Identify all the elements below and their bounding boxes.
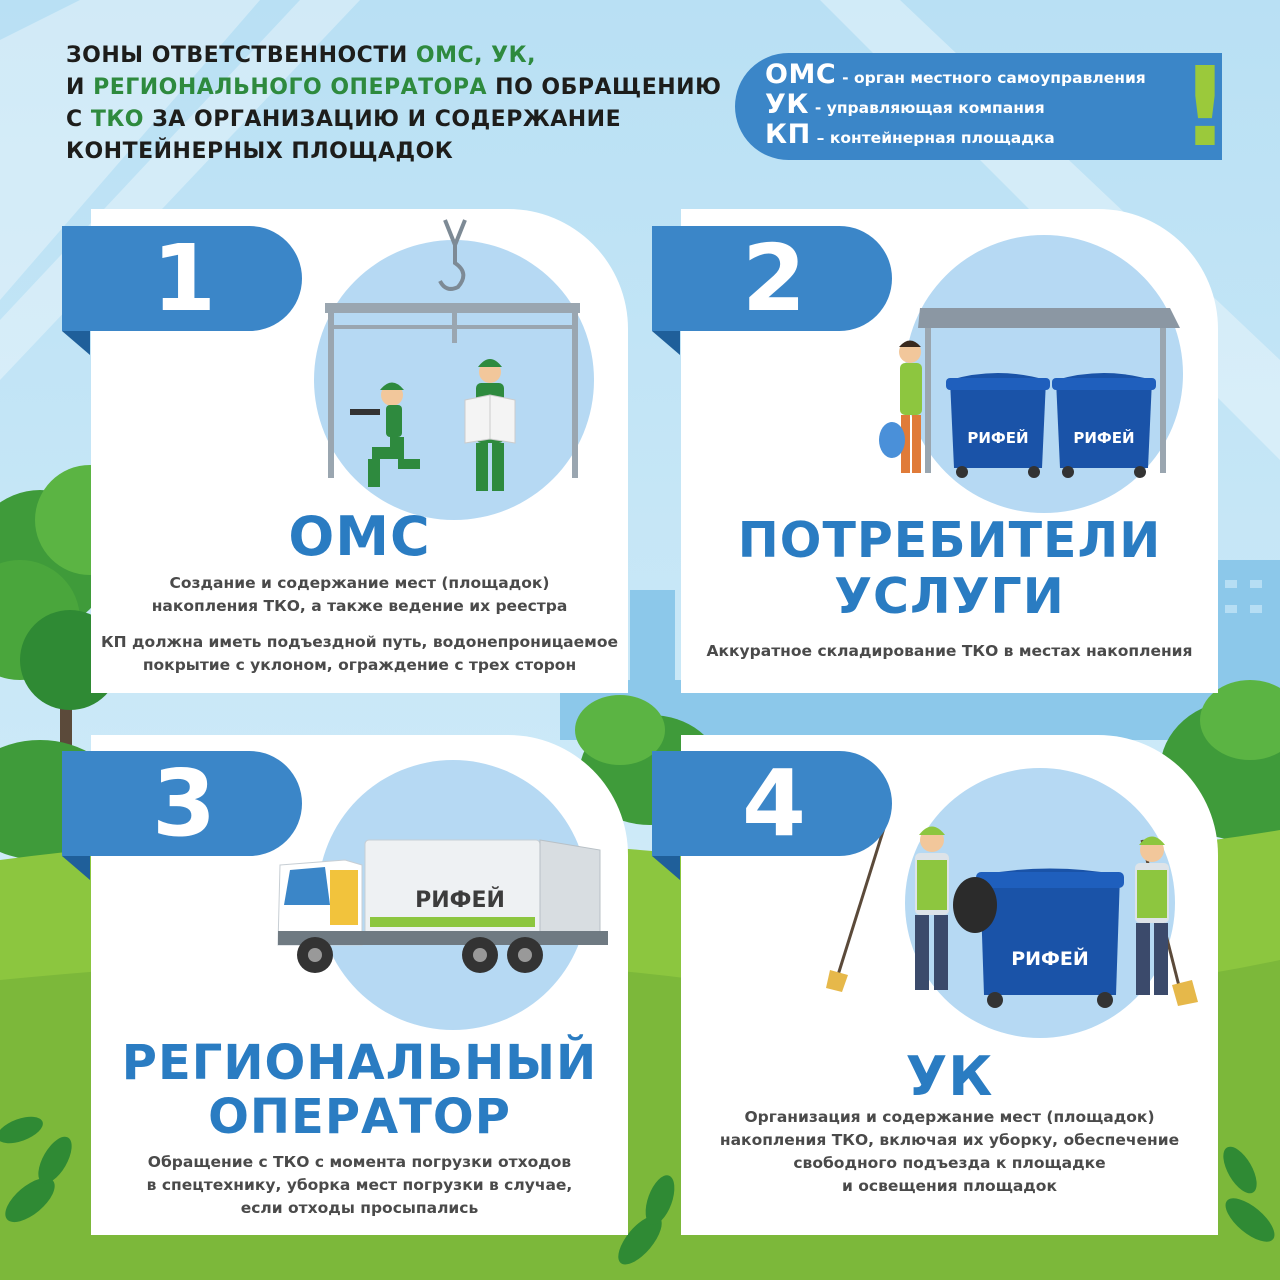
card-title — [681, 513, 1218, 625]
person-with-trash-bag — [879, 341, 922, 474]
description-line: Обращение с ТКО с момента погрузки отходов — [147, 1153, 572, 1171]
bin-brand-label: РИФЕЙ — [1011, 948, 1089, 970]
title-line: ПОТРЕБИТЕЛИ — [737, 512, 1162, 569]
card-note — [91, 631, 628, 677]
step-number: 2 — [742, 225, 807, 332]
description-line: и освещения площадок — [842, 1177, 1057, 1195]
description-line: накопления ТКО, включая их уборку, обеспечение — [719, 1131, 1180, 1149]
description-line: Организация и содержание мест (площадок) — [744, 1108, 1155, 1126]
step-number: 1 — [152, 225, 217, 332]
step-number-tab — [652, 226, 892, 331]
legend-desc: - орган местного самоуправления — [842, 69, 1146, 87]
title-highlight: РЕГИОНАЛЬНОГО ОПЕРАТОРА — [93, 75, 487, 100]
legend-item — [765, 59, 1222, 89]
card-description — [681, 1106, 1218, 1198]
card-title: ОМС — [288, 505, 431, 568]
title-text: ПО ОБРАЩЕНИЮ — [487, 75, 722, 100]
card-title: УК — [905, 1045, 994, 1108]
description-line: свободного подъезда к площадке — [793, 1154, 1106, 1172]
description-line: Создание и содержание мест (площадок) — [169, 574, 550, 592]
step-number-tab — [652, 751, 892, 856]
worker-right — [1135, 837, 1198, 1007]
worker-plans — [465, 359, 515, 491]
abbreviations-legend — [735, 42, 1231, 171]
card-title — [91, 1036, 628, 1144]
waste-bin-icon — [946, 373, 1050, 478]
title-text: КОНТЕЙНЕРНЫХ ПЛОЩАДОК — [66, 139, 454, 164]
waste-bin-icon — [1052, 373, 1156, 478]
title-text: И — [66, 75, 94, 100]
description-line: покрытие с уклоном, ограждение с трех сторон — [142, 656, 577, 674]
step-number-tab — [62, 751, 302, 856]
title-line: УСЛУГИ — [834, 568, 1065, 625]
title-highlight: ТКО — [90, 107, 145, 132]
exclamation-icon — [1179, 42, 1231, 171]
description-line: накопления ТКО, а также ведение их реестра — [151, 597, 568, 615]
page-title — [66, 40, 736, 168]
description-line: КП должна иметь подъездной путь, водонепроницаемое — [101, 633, 618, 651]
construction-illustration — [300, 215, 600, 505]
title-text: ЗОНЫ ОТВЕТСТВЕННОСТИ — [66, 43, 416, 68]
legend-desc: – контейнерная площадка — [816, 129, 1055, 147]
title-text: С — [66, 107, 91, 132]
crane-hook-icon — [440, 220, 465, 289]
step-number: 4 — [742, 750, 807, 857]
card-description — [91, 572, 628, 618]
legend-abbr: КП — [765, 119, 811, 150]
step-number: 3 — [152, 750, 217, 857]
description-line: в спецтехнику, уборка мест погрузки в случае, — [146, 1176, 573, 1194]
title-line: ОПЕРАТОР — [208, 1089, 511, 1145]
truck-brand-label: РИФЕЙ — [415, 888, 505, 913]
garbage-truck-illustration — [270, 835, 615, 995]
legend-abbr: ОМС — [765, 59, 837, 90]
card-description — [91, 1151, 628, 1220]
cleaning-workers-illustration — [820, 810, 1210, 1020]
bin-brand-label: РИФЕЙ — [967, 429, 1029, 447]
step-number-tab — [62, 226, 302, 331]
waste-bin-icon — [976, 869, 1124, 1009]
title-highlight: ОМС, УК, — [415, 43, 536, 68]
bin-brand-label: РИФЕЙ — [1073, 429, 1135, 447]
exclamation-mark: ! — [1179, 42, 1231, 171]
legend-item — [765, 119, 1222, 149]
container-site-illustration — [870, 300, 1190, 490]
legend-item — [765, 89, 1222, 119]
title-text: ЗА ОРГАНИЗАЦИЮ И СОДЕРЖАНИЕ — [144, 107, 622, 132]
legend-abbr: УК — [765, 89, 809, 120]
worker-drilling — [350, 383, 420, 488]
card-description: Аккуратное складирование ТКО в местах накопления — [706, 642, 1193, 660]
title-line: РЕГИОНАЛЬНЫЙ — [121, 1035, 598, 1091]
legend-desc: - управляющая компания — [814, 99, 1045, 117]
description-line: если отходы просыпались — [240, 1199, 479, 1217]
